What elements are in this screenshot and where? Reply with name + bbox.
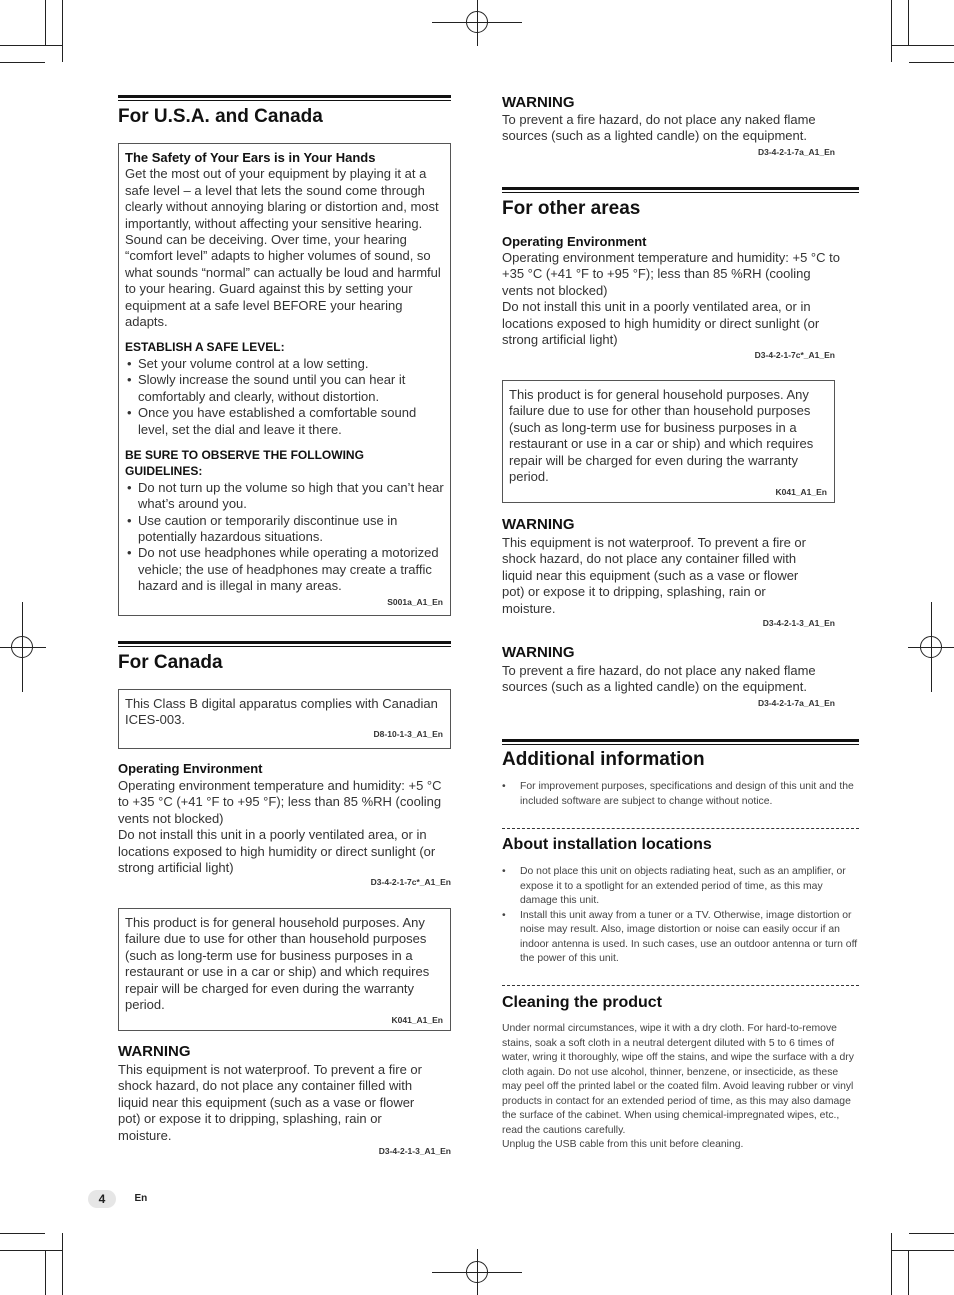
section-rule xyxy=(502,739,859,742)
doc-code: D3-4-2-1-3_A1_En xyxy=(378,1146,451,1156)
installation-list xyxy=(502,865,859,967)
other-areas-title: For other areas xyxy=(502,198,641,219)
doc-code: K041_A1_En xyxy=(775,487,827,497)
ear-safety-box xyxy=(118,143,451,616)
observe-list xyxy=(125,480,444,595)
doc-code: S001a_A1_En xyxy=(387,597,443,607)
page-number: 4 xyxy=(88,1190,116,1208)
list-item: • Use caution or temporarily discontinue use in potentially hazardous situations. xyxy=(125,513,444,546)
section-rule xyxy=(502,187,859,190)
list-item: • For improvement purposes, specifications and design of this unit and the included software are subject to change without notice. xyxy=(502,780,859,809)
top-warning-text: To prevent a fire hazard, do not place any naked flame sources (such as a lighted candle) on the equipment. xyxy=(502,112,816,144)
other-warning1-text: This equipment is not waterproof. To prevent a fire or shock hazard, do not place any container filled with liquid near this equipment (such as a vase or flower pot) or expose it to dripping, splashing, rain or moisture. xyxy=(502,535,806,616)
other-env-p1: Operating environment temperature and humidity: +5 °C to +35 °C (+41 °F to +95 °F); less than 85 %RH (cooling vents not blocked) xyxy=(502,250,840,298)
doc-code: D3-4-2-1-7c*_A1_En xyxy=(754,350,835,360)
ear-safety-heading: The Safety of Your Ears is in Your Hands xyxy=(125,150,376,165)
canada-env-text xyxy=(118,778,451,876)
list-item: • Set your volume control at a low setting. xyxy=(125,356,444,372)
page-footer xyxy=(88,1190,147,1208)
doc-code: D3-4-2-1-3_A1_En xyxy=(762,618,835,628)
establish-list xyxy=(125,356,444,438)
canada-title: For Canada xyxy=(118,652,223,673)
household-text: This product is for general household purposes. Any failure due to use for other than household purposes (such as long-term use for business purposes in a restaurant or use in a car or ship) and which requires repair will be charged for even during the warranty period. xyxy=(509,387,814,485)
other-env-text xyxy=(502,250,842,348)
cleaning-text-p2: Unplug the USB cable from this unit before cleaning. xyxy=(502,1139,744,1150)
section-rule xyxy=(118,95,451,98)
other-env-p2: Do not install this unit in a poorly ventilated area, or in locations exposed to high humidity or direct sunlight (or strong artificial light) xyxy=(502,299,820,348)
top-warning-heading: WARNING xyxy=(502,94,575,111)
doc-code: D3-4-2-1-7c*_A1_En xyxy=(370,877,451,887)
ices-box xyxy=(118,689,451,749)
canada-warning-heading: WARNING xyxy=(118,1043,191,1060)
canada-env-heading: Operating Environment xyxy=(118,761,263,776)
ices-text: This Class B digital apparatus complies with Canadian ICES-003. xyxy=(125,696,438,728)
cleaning-text xyxy=(502,1022,859,1153)
additional-intro-list xyxy=(502,780,859,809)
list-item: • Do not place this unit on objects radiating heat, such as an amplifier, or expose it to a spotlight for an extended period of time, as this may damage this unit. xyxy=(502,865,859,909)
observe-heading: BE SURE TO OBSERVE THE FOLLOWING GUIDELINES: xyxy=(125,447,364,479)
cleaning-heading: Cleaning the product xyxy=(502,994,662,1011)
section-rule xyxy=(118,641,451,644)
additional-title: Additional information xyxy=(502,749,705,770)
list-item: • Slowly increase the sound until you can hear it comfortably and clearly, without distortion. xyxy=(125,372,444,405)
other-warning1-heading: WARNING xyxy=(502,516,575,533)
list-item: • Once you have established a comfortable sound level, set the dial and leave it there. xyxy=(125,405,444,438)
household-box xyxy=(502,380,835,503)
dashed-divider xyxy=(502,985,859,986)
usa-canada-title: For U.S.A. and Canada xyxy=(118,106,323,127)
establish-heading: ESTABLISH A SAFE LEVEL: xyxy=(125,340,285,355)
other-warning2-text: To prevent a fire hazard, do not place any naked flame sources (such as a lighted candle) on the equipment. xyxy=(502,663,816,695)
ear-safety-intro: Get the most out of your equipment by playing it at a safe level – a level that lets the sound come through clearly without annoying blaring or distortion and, most importantly, without affecting your sensitive hearing. Sound can be deceiving. Over time, your hearing “comfort level” adapts to higher volumes of sound, so what sounds “normal” can actually be loud and harmful to your hearing. Guard against this by setting your equipment at a safe level BEFORE your hearing adapts. xyxy=(125,166,441,330)
dashed-divider xyxy=(502,828,859,829)
household-text: This product is for general household purposes. Any failure due to use for other than household purposes (such as long-term use for business purposes in a restaurant or use in a car or ship) and which requires repair will be charged for even during the warranty period. xyxy=(125,915,430,1013)
cleaning-text-p1: Under normal circumstances, wipe it with a dry cloth. For hard-to-remove stains, soak a soft cloth in a neutral detergent diluted with 5 to 6 times of water, wring it thoroughly, wipe off the stains, and wipe the surface with a dry cloth again. Do not use alcohol, thinner, benzene, or insecticide, as these may peel off the printed label or the coated film. Avoid leaving rubber or vinyl products in contact for an extended period of time, as this may also damage the surface of the cabinet. When using chemical-impregnated wipes, etc., read the cautions carefully. xyxy=(502,1023,854,1136)
other-env-heading: Operating Environment xyxy=(502,234,647,249)
list-item: • Do not turn up the volume so high that you can’t hear what’s around you. xyxy=(125,480,444,513)
doc-code: D8-10-1-3_A1_En xyxy=(373,729,443,739)
canada-env-p1: Operating environment temperature and humidity: +5 °C to +35 °C (+41 °F to +95 °F); less than 85 %RH (cooling vents not blocked) xyxy=(118,778,442,826)
doc-code: D3-4-2-1-7a_A1_En xyxy=(757,147,835,157)
doc-code: D3-4-2-1-7a_A1_En xyxy=(757,698,835,708)
canada-warning-text: This equipment is not waterproof. To prevent a fire or shock hazard, do not place any container filled with liquid near this equipment (such as a vase or flower pot) or expose it to dripping, splashing, rain or moisture. xyxy=(118,1062,422,1143)
language-code: En xyxy=(134,1193,148,1205)
doc-code: K041_A1_En xyxy=(391,1015,443,1025)
household-box xyxy=(118,908,451,1031)
list-item: • Do not use headphones while operating a motorized vehicle; the use of headphones may create a traffic hazard and is illegal in many areas. xyxy=(125,545,444,594)
installation-heading: About installation locations xyxy=(502,836,712,853)
canada-env-p2: Do not install this unit in a poorly ventilated area, or in locations exposed to high humidity or direct sunlight (or strong artificial light) xyxy=(118,827,436,876)
other-warning2-heading: WARNING xyxy=(502,644,575,661)
list-item: • Install this unit away from a tuner or a TV. Otherwise, image distortion or noise may result. Also, image distortion or noise can easily occur if an indoor antenna is used. In such cases, use an outdoor antenna or turn off the power of this unit. xyxy=(502,909,859,967)
